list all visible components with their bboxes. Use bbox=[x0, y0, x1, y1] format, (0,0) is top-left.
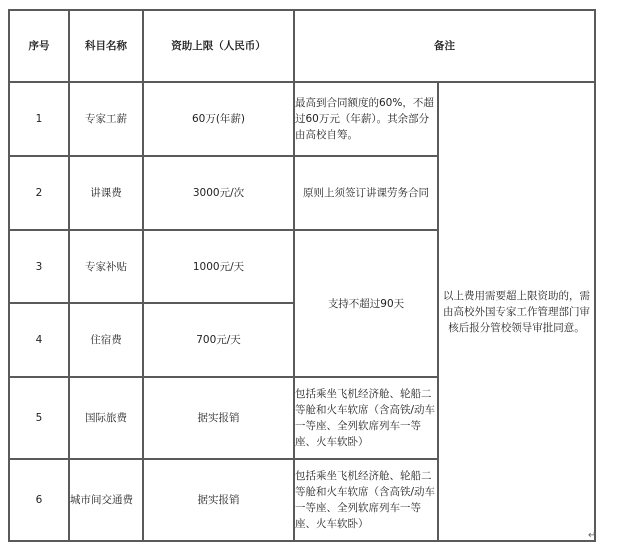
row-item: 住宿费 bbox=[69, 303, 143, 377]
row-limit: 据实报销 bbox=[143, 377, 294, 459]
row-no: 3 bbox=[9, 230, 69, 303]
row-remark: 包括乘坐飞机经济舱、轮船二等舱和火车软席（含高铁/动车一等座、全列软席列车一等座、火车软卧） bbox=[294, 377, 438, 459]
side-note: 以上费用需要超上限资助的，需由高校外国专家工作管理部门审核后报分管校领导审批同意。 bbox=[438, 82, 595, 541]
table-row bbox=[9, 82, 595, 156]
row-limit: 1000元/天 bbox=[143, 230, 294, 303]
row-item: 专家补贴 bbox=[69, 230, 143, 303]
row-item: 讲课费 bbox=[69, 156, 143, 230]
row-remark: 原则上须签订讲课劳务合同 bbox=[294, 156, 438, 230]
header-item: 科目名称 bbox=[69, 10, 143, 82]
row-limit: 700元/天 bbox=[143, 303, 294, 377]
header-row bbox=[9, 10, 595, 82]
row-remark: 支持不超过90天 bbox=[294, 230, 438, 377]
row-limit: 3000元/次 bbox=[143, 156, 294, 230]
row-no: 5 bbox=[9, 377, 69, 459]
row-item: 专家工薪 bbox=[69, 82, 143, 156]
row-no: 2 bbox=[9, 156, 69, 230]
row-remark: 包括乘坐飞机经济舱、轮船二等舱和火车软席（含高铁/动车一等座、全列软席列车一等座、火车软卧） bbox=[294, 459, 438, 541]
row-item: 国际旅费 bbox=[69, 377, 143, 459]
row-remark: 最高到合同额度的60%，不超过60万元（年薪）。其余部分由高校自筹。 bbox=[294, 82, 438, 156]
row-no: 4 bbox=[9, 303, 69, 377]
row-limit: 60万(年薪) bbox=[143, 82, 294, 156]
header-limit: 资助上限（人民币） bbox=[143, 10, 294, 82]
row-no: 6 bbox=[9, 459, 69, 541]
funding-limits-table bbox=[8, 9, 596, 542]
paragraph-mark: ↵ bbox=[588, 530, 597, 541]
row-no: 1 bbox=[9, 82, 69, 156]
header-no: 序号 bbox=[9, 10, 69, 82]
row-item: 城市间交通费 bbox=[69, 459, 143, 541]
row-limit: 据实报销 bbox=[143, 459, 294, 541]
header-remark: 备注 bbox=[294, 10, 595, 82]
